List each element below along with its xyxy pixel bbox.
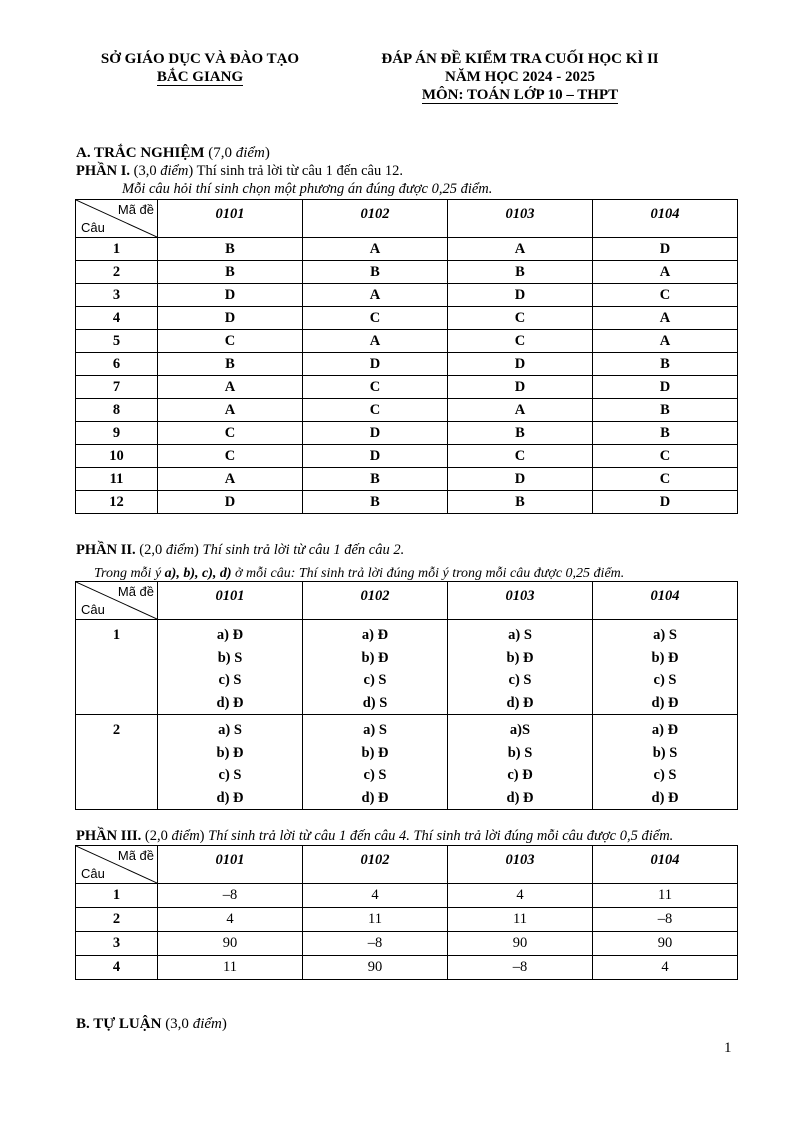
table-row [76, 399, 738, 422]
answer-cell: B [448, 422, 593, 445]
answer-cell: D [593, 376, 738, 399]
table-row [76, 422, 738, 445]
question-number: 10 [76, 445, 158, 468]
school-year: NĂM HỌC 2024 - 2025 [445, 69, 595, 85]
section-b-heading: B. TỰ LUẬN (3,0 điểm) [76, 1016, 227, 1032]
table-row [76, 261, 738, 284]
answer-cell: C [158, 445, 303, 468]
table-row [76, 715, 738, 810]
table-row [76, 956, 738, 980]
answer-cell: C [303, 307, 448, 330]
answer-cell: A [303, 330, 448, 353]
statement-answer: a) Đ [651, 722, 679, 738]
table-row [76, 284, 738, 307]
document-header [0, 50, 794, 110]
question-number: 12 [76, 491, 158, 514]
exam-code-header: 0102 [303, 582, 448, 620]
answer-cell: D [303, 445, 448, 468]
statement-answer: c) S [653, 672, 677, 688]
statement-answer: c) Đ [507, 767, 533, 783]
statement-answer: b) S [652, 744, 678, 761]
answer-cell: –8 [593, 908, 738, 932]
table-row [76, 884, 738, 908]
answer-cell: 90 [158, 932, 303, 956]
answer-cell: A [303, 284, 448, 307]
answer-cell: A [448, 238, 593, 261]
exam-code-header: 0101 [158, 582, 303, 620]
answer-cell: D [158, 307, 303, 330]
answer-cell: 4 [593, 956, 738, 980]
answer-cell [303, 620, 448, 715]
answer-cell: D [593, 491, 738, 514]
answer-cell: C [448, 445, 593, 468]
statement-answer: d) Đ [506, 789, 534, 806]
answer-cell [158, 620, 303, 715]
answer-cell: B [593, 422, 738, 445]
answer-cell: C [448, 307, 593, 330]
answer-cell [158, 715, 303, 810]
answer-cell: C [593, 445, 738, 468]
answer-cell: 11 [448, 908, 593, 932]
exam-code-header: 0103 [448, 846, 593, 884]
department-block [80, 50, 320, 86]
exam-code-header: 0101 [158, 846, 303, 884]
table-row [76, 620, 738, 715]
answer-cell: 90 [593, 932, 738, 956]
department-name: SỞ GIÁO DỤC VÀ ĐÀO TẠO [100, 51, 300, 67]
answer-cell: 4 [158, 908, 303, 932]
subject-title: MÔN: TOÁN LỚP 10 – THPT [421, 87, 619, 103]
question-number: 1 [76, 620, 158, 715]
answer-cell: –8 [448, 956, 593, 980]
question-number: 8 [76, 399, 158, 422]
table-row [76, 307, 738, 330]
statement-answer: c) S [363, 672, 387, 688]
part1-heading: PHẦN I. (3,0 điểm) Thí sinh trả lời từ câu 1 đến câu 12. [76, 163, 403, 179]
statement-answer: c) S [218, 767, 242, 783]
answer-cell: C [158, 422, 303, 445]
answer-cell: 11 [593, 884, 738, 908]
exam-code-header: 0101 [158, 200, 303, 238]
statement-answer: d) S [362, 694, 388, 711]
answer-cell: C [303, 399, 448, 422]
statement-answer: b) Đ [361, 649, 389, 666]
statement-answer: a) Đ [216, 627, 244, 643]
answer-cell: D [303, 422, 448, 445]
question-number: 5 [76, 330, 158, 353]
answer-cell: –8 [158, 884, 303, 908]
answer-cell: 11 [303, 908, 448, 932]
part2-answer-table [75, 581, 738, 810]
statement-answer: b) Đ [216, 744, 244, 761]
exam-code-header: 0104 [593, 582, 738, 620]
answer-cell: B [593, 399, 738, 422]
answer-cell: A [158, 399, 303, 422]
statement-answer: d) Đ [216, 789, 244, 806]
part3-answer-table [75, 845, 738, 980]
answer-cell: B [448, 261, 593, 284]
answer-cell: A [448, 399, 593, 422]
question-number: 4 [76, 956, 158, 980]
section-a-heading: A. TRẮC NGHIỆM (7,0 điểm) [76, 145, 270, 161]
exam-code-header: 0103 [448, 200, 593, 238]
answer-cell: B [158, 261, 303, 284]
question-number: 7 [76, 376, 158, 399]
answer-cell [448, 715, 593, 810]
answer-cell: D [448, 284, 593, 307]
answer-cell: D [158, 284, 303, 307]
exam-code-header: 0102 [303, 200, 448, 238]
answer-cell: B [593, 353, 738, 376]
exam-code-header: 0104 [593, 846, 738, 884]
table-row [76, 330, 738, 353]
province-name: BẮC GIANG [156, 69, 244, 85]
statement-answer: d) Đ [216, 694, 244, 711]
table-row [76, 468, 738, 491]
question-number: 3 [76, 932, 158, 956]
part2-heading: PHẦN II. (2,0 điểm) Thí sinh trả lời từ câu 1 đến câu 2. [76, 542, 405, 558]
exam-code-header: 0102 [303, 846, 448, 884]
table-row [76, 353, 738, 376]
answer-cell: D [593, 238, 738, 261]
question-number: 9 [76, 422, 158, 445]
statement-answer: b) Đ [651, 649, 679, 666]
table-row [76, 445, 738, 468]
answer-cell: C [303, 376, 448, 399]
statement-answer: c) S [218, 672, 242, 688]
answer-cell: C [593, 468, 738, 491]
question-number: 2 [76, 908, 158, 932]
answer-cell [303, 715, 448, 810]
answer-cell: B [158, 353, 303, 376]
answer-cell: B [448, 491, 593, 514]
statement-answer: a) S [363, 722, 387, 738]
answer-cell: B [303, 468, 448, 491]
table-row [76, 932, 738, 956]
statement-answer: a)S [509, 722, 531, 738]
table-row [76, 908, 738, 932]
statement-answer: d) Đ [651, 789, 679, 806]
answer-cell: A [593, 307, 738, 330]
statement-answer: b) S [507, 744, 533, 761]
answer-cell: 90 [448, 932, 593, 956]
table-row [76, 238, 738, 261]
answer-cell: A [593, 261, 738, 284]
answer-cell: A [593, 330, 738, 353]
part3-heading: PHẦN III. (2,0 điểm) Thí sinh trả lời từ câu 1 đến câu 4. Thí sinh trả lời đúng mỗi câu được 0,5 điểm. [76, 828, 674, 844]
answer-cell: 4 [448, 884, 593, 908]
statement-answer: a) S [218, 722, 242, 738]
exam-title: ĐÁP ÁN ĐỀ KIỂM TRA CUỐI HỌC KÌ II [381, 51, 659, 67]
table-corner-cell: Mã đề Câu [76, 582, 158, 620]
answer-cell: –8 [303, 932, 448, 956]
part1-answer-table [75, 199, 738, 514]
answer-cell: 11 [158, 956, 303, 980]
question-number: 2 [76, 715, 158, 810]
answer-cell: A [303, 238, 448, 261]
exam-title-block [352, 50, 688, 104]
question-number: 2 [76, 261, 158, 284]
statement-answer: d) Đ [506, 694, 534, 711]
answer-cell: D [448, 468, 593, 491]
answer-cell: D [303, 353, 448, 376]
question-number: 6 [76, 353, 158, 376]
statement-answer: a) S [653, 627, 677, 643]
answer-cell: D [448, 376, 593, 399]
statement-answer: c) S [653, 767, 677, 783]
statement-answer: b) Đ [361, 744, 389, 761]
answer-cell: 90 [303, 956, 448, 980]
answer-cell [593, 620, 738, 715]
statement-answer: b) S [217, 649, 243, 666]
statement-answer: c) S [508, 672, 532, 688]
answer-cell [593, 715, 738, 810]
answer-cell: D [448, 353, 593, 376]
page-number: 1 [724, 1040, 732, 1056]
answer-cell: C [158, 330, 303, 353]
answer-cell: C [448, 330, 593, 353]
exam-code-header: 0103 [448, 582, 593, 620]
question-number: 1 [76, 238, 158, 261]
statement-answer: d) Đ [651, 694, 679, 711]
statement-answer: a) Đ [361, 627, 389, 643]
statement-answer: a) S [508, 627, 532, 643]
answer-cell: B [303, 261, 448, 284]
statement-answer: d) Đ [361, 789, 389, 806]
part1-note: Mỗi câu hỏi thí sinh chọn một phương án đúng được 0,25 điểm. [122, 181, 493, 197]
answer-cell: B [158, 238, 303, 261]
statement-answer: c) S [363, 767, 387, 783]
answer-cell: B [303, 491, 448, 514]
question-number: 4 [76, 307, 158, 330]
table-row [76, 376, 738, 399]
answer-cell: 4 [303, 884, 448, 908]
answer-cell: A [158, 468, 303, 491]
answer-cell: A [158, 376, 303, 399]
table-corner-cell: Mã đề Câu [76, 846, 158, 884]
exam-code-header: 0104 [593, 200, 738, 238]
statement-answer: b) Đ [506, 649, 534, 666]
table-corner-cell: Mã đề Câu [76, 200, 158, 238]
part2-note: Trong mỗi ý a), b), c), d) ở mỗi câu: Thí sinh trả lời đúng mỗi ý trong mỗi câu được 0,25 điểm. [94, 566, 625, 581]
answer-cell [448, 620, 593, 715]
question-number: 11 [76, 468, 158, 491]
question-number: 1 [76, 884, 158, 908]
table-row [76, 491, 738, 514]
answer-cell: C [593, 284, 738, 307]
question-number: 3 [76, 284, 158, 307]
answer-cell: D [158, 491, 303, 514]
